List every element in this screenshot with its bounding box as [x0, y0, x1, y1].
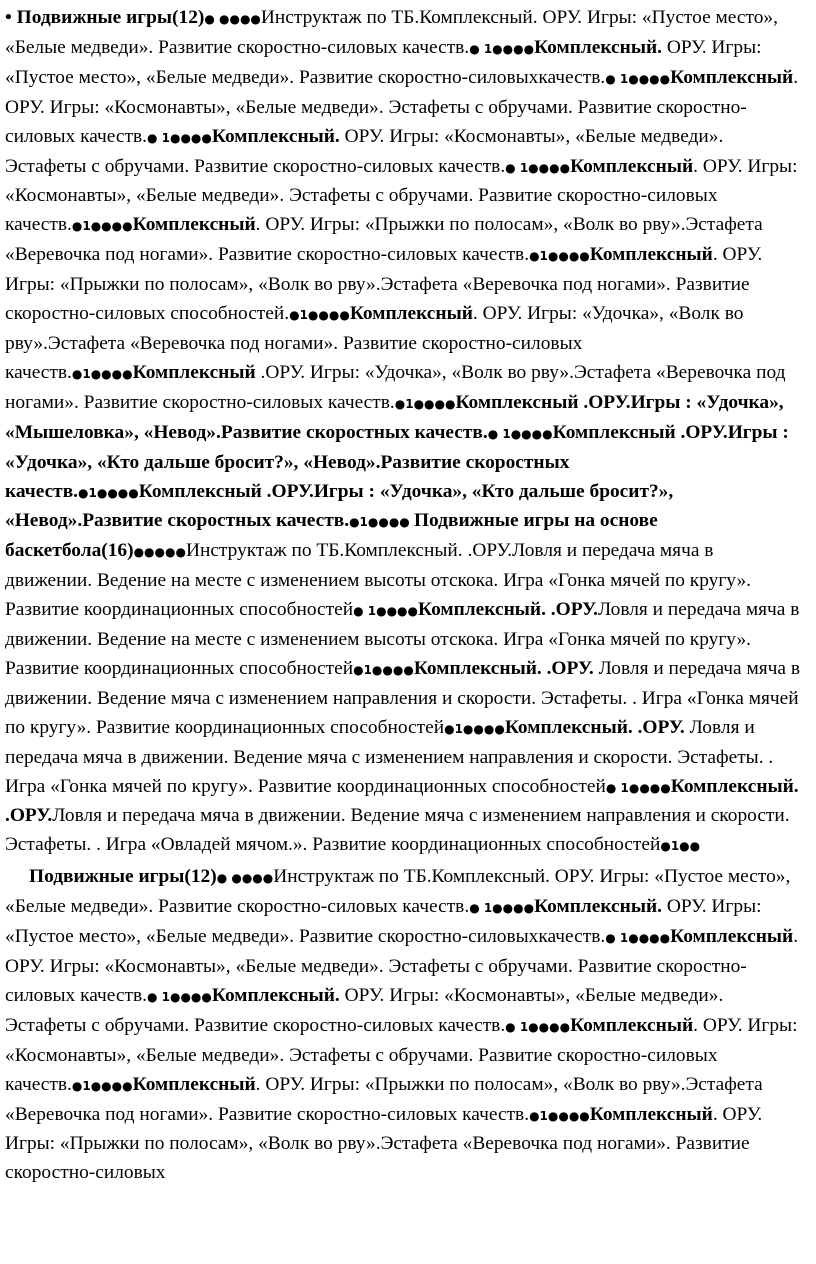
text-run: . ОРУ. Игры: «Космонавты», «Белые медведи». Эстафеты с обручами. Развитие скоростно-силовых качеств.	[5, 926, 799, 1006]
bullet-marker: ●1●●●●	[349, 515, 414, 530]
text-run: Инструктаж по ТБ.Комплексный. ОРУ. Игры: «Пустое место», «Белые медведи». Развитие скоростно-силовых качеств.	[5, 866, 791, 918]
bullet-marker: ● ●●●●	[204, 12, 261, 26]
text-run: . ОРУ. Игры: «Прыжки по полосам», «Волк во рву».Эстафета «Веревочка под ногами». Развитие скоростно-силовых качеств.	[5, 214, 763, 266]
text-run: Инструктаж по ТБ.Комплексный. ОРУ. Игры: «Пустое место», «Белые медведи». Развитие скоростно-силовых качеств.	[5, 7, 778, 58]
text-run: . ОРУ. Игры: «Удочка», «Волк во рву».Эстафета «Веревочка под ногами». Развитие скоростно-силовых качеств.	[5, 303, 744, 383]
bold-text-run: Подвижные игры на основе баскетбола(16)	[5, 510, 658, 562]
bold-text-run: Комплексный	[570, 155, 694, 177]
text-run: . ОРУ. Игры: «Прыжки по полосам», «Волк во рву».Эстафета «Веревочка под ногами». Развитие скоростно-силовых качеств.	[5, 1073, 763, 1125]
text-run: ОРУ. Игры: «Космонавты», «Белые медведи». Эстафеты с обручами. Развитие скоростно-силовых качеств.	[5, 125, 724, 177]
bold-text-run: Подвижные игры(12)	[29, 866, 217, 888]
bullet-marker: ●1●●●●	[71, 366, 133, 381]
bold-text-run: Комплексный.	[211, 125, 340, 147]
text-run: Ловля и передача мяча в движении. Ведение на месте с изменением высоты отскока. Игра «Гонка мячей по кругу». Развитие координационных способностей	[5, 599, 800, 679]
bold-text-run: Комплексный. .ОРУ.	[418, 599, 598, 621]
bullet-marker: ●1●●●●	[71, 219, 133, 234]
bullet-marker: ●1●●●●	[353, 662, 414, 677]
text-run: . ОРУ. Игры: «Космонавты», «Белые медведи». Эстафеты с обручами. Развитие скоростно-силовых качеств.	[5, 155, 798, 236]
bullet-marker: ● 1●●●●	[487, 426, 553, 441]
text-run: . ОРУ. Игры: «Космонавты», «Белые медведи». Эстафеты с обручами. Развитие скоростно-силовых качеств.	[5, 66, 799, 147]
bullet-marker: ● 1●●●●	[505, 160, 571, 175]
text-run: .ОРУ. Игры: «Удочка», «Волк во рву».Эстафета «Веревочка под ногами». Развитие скоростно-силовых качеств.	[5, 361, 786, 413]
bold-text-run: Комплексный.	[211, 984, 340, 1006]
paragraph-lesson-plan-1	[5, 4, 804, 861]
text-run: Инструктаж по ТБ.Комплексный. .ОРУ.Ловля и передача мяча в движении. Ведение на месте с изменением высоты отскока. Игра «Гонка мячей по кругу». Развитие координационных способностей	[5, 540, 751, 621]
bold-text-run: Комплексный	[589, 1103, 713, 1125]
bullet-marker: ● 1●●●●	[353, 604, 418, 619]
bold-text-run: Комплексный	[670, 66, 794, 88]
bullet-marker: ● 1●●●●	[605, 780, 671, 795]
text-run: Ловля и передача мяча в движении. Ведение мяча с изменением направления и скорости. Эстафеты. . Игра «Гонка мячей по кругу». Развитие координационных способностей	[5, 716, 774, 797]
text-run: ОРУ. Игры: «Пустое место», «Белые медведи». Развитие скоростно-силовыхкачеств.	[5, 36, 762, 88]
bold-text-run: Комплексный	[132, 1073, 256, 1095]
bullet-marker: ● 1●●●●	[605, 71, 671, 86]
paragraph-lesson-plan-2	[5, 863, 804, 1188]
bold-text-run: Комплексный .ОРУ.Игры : «Удочка», «Кто дальше бросит?», «Невод».Развитие скоростных качеств.	[5, 421, 789, 502]
bullet-marker: ● 1●●●●	[146, 130, 212, 145]
bullet-marker: ●1●●●●	[529, 249, 590, 264]
bold-text-run: Комплексный .ОРУ.Игры : «Удочка», «Кто дальше бросит?», «Невод».Развитие скоростных качеств.	[5, 480, 674, 532]
text-run: ОРУ. Игры: «Космонавты», «Белые медведи». Эстафеты с обручами. Развитие скоростно-силовых качеств.	[5, 984, 724, 1036]
bullet-marker: ● ●●●●	[216, 871, 274, 886]
bullet-marker: ●1●●●●	[289, 308, 350, 323]
text-run: . ОРУ. Игры: «Прыжки по полосам», «Волк во рву».Эстафета «Веревочка под ногами». Развитие скоростно-силовых способностей.	[5, 244, 763, 325]
bold-text-run: Комплексный	[132, 361, 256, 383]
bold-text-run: Комплексный. .ОРУ.	[504, 716, 685, 738]
bullet-marker: ●1●●●●	[71, 1078, 133, 1093]
text-run: . ОРУ. Игры: «Прыжки по полосам», «Волк во рву».Эстафета «Веревочка под ногами». Развитие скоростно-силовых	[5, 1103, 763, 1184]
bold-text-run: Комплексный .ОРУ.Игры : «Удочка», «Мышеловка», «Невод».Развитие скоростных качеств.	[5, 391, 784, 443]
bold-text-run: Комплексный.	[534, 36, 662, 58]
bullet-marker: ● 1●●●●	[469, 41, 535, 56]
bullet-marker: ●1●●●●	[78, 485, 139, 500]
bullet-marker: ●1●●●●	[444, 721, 505, 736]
text-run: Ловля и передача мяча в движении. Ведение мяча с изменением направления и скорости. Эстафеты. . Игра «Овладей мячом.». Развитие координационных способностей	[5, 805, 790, 856]
bold-text-run: Комплексный. .ОРУ.	[413, 657, 594, 679]
bullet-marker: ● 1●●●●	[605, 931, 671, 946]
bold-text-run: •	[5, 7, 17, 28]
text-run: . ОРУ. Игры: «Космонавты», «Белые медведи». Эстафеты с обручами. Развитие скоростно-силовых качеств.	[5, 1014, 798, 1095]
text-run: Ловля и передача мяча в движении. Ведение мяча с изменением направления и скорости. Эстафеты. . Игра «Гонка мячей по кругу». Развитие координационных способностей	[5, 657, 801, 738]
bold-text-run: Комплексный. .ОРУ.	[5, 775, 799, 827]
bullet-marker: ●●●●●	[133, 545, 186, 560]
bullet-marker: ●1●●●●	[394, 396, 456, 411]
bold-text-run: Комплексный.	[534, 896, 662, 918]
bold-text-run: Подвижные игры(12)	[16, 7, 205, 28]
bold-text-run: Комплексный	[132, 214, 256, 236]
bullet-marker: ● 1●●●●	[469, 901, 535, 916]
bullet-marker: ●1●●	[660, 839, 701, 854]
bullet-marker: ●1●●●●	[529, 1108, 590, 1123]
bold-text-run: Комплексный	[570, 1014, 694, 1036]
bold-text-run: Комплексный	[349, 303, 473, 325]
text-run: ОРУ. Игры: «Пустое место», «Белые медведи». Развитие скоростно-силовыхкачеств.	[5, 896, 762, 948]
bold-text-run: Комплексный	[589, 244, 713, 266]
bold-text-run: Комплексный	[670, 926, 794, 948]
bullet-marker: ● 1●●●●	[146, 989, 212, 1004]
bullet-marker: ● 1●●●●	[505, 1019, 571, 1034]
